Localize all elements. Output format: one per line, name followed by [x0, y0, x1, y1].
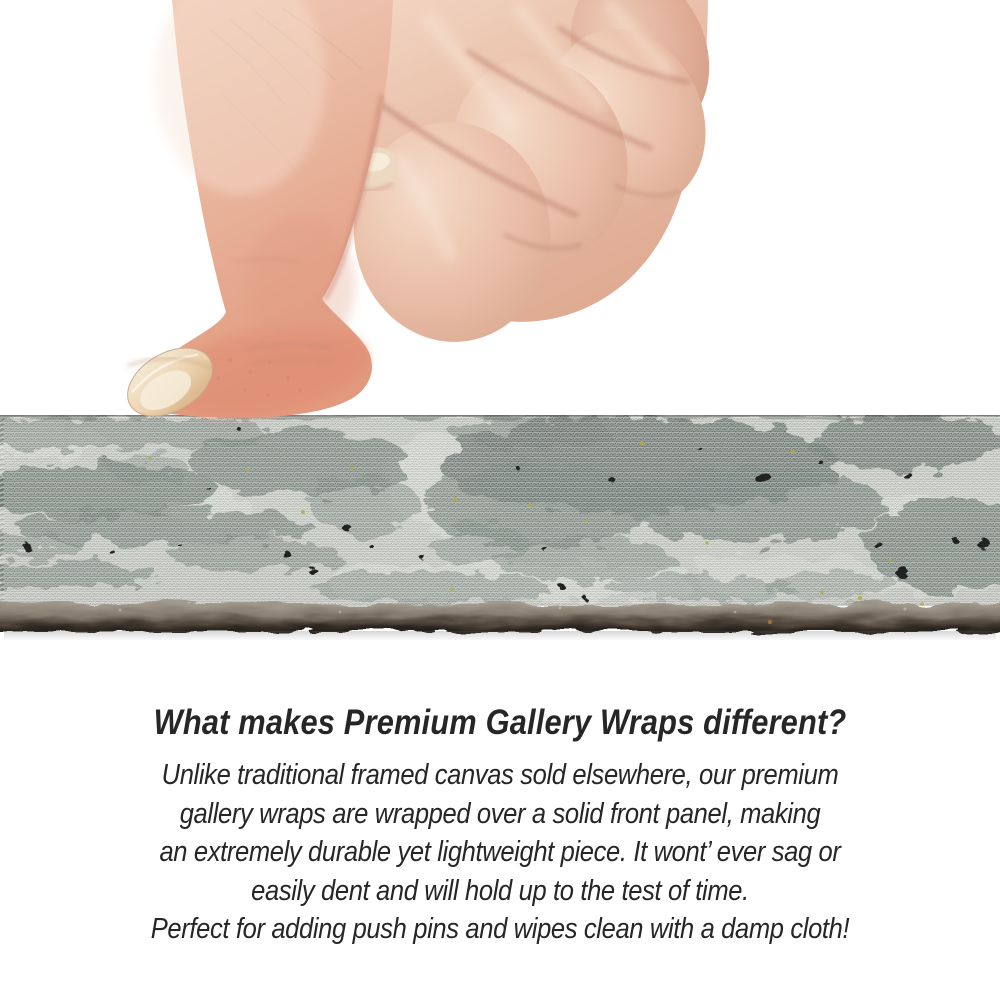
hand-illustration: [116, 0, 734, 432]
headline: What makes Premium Gallery Wraps different?: [153, 703, 847, 742]
body-line-3: an extremely durable yet lightweight piece. It wont’ ever sag or: [159, 836, 841, 869]
strip-shadow: [4, 631, 996, 641]
marketing-copy: [60, 701, 940, 949]
body-line-1: Unlike traditional framed canvas sold elsewhere, our premium: [161, 759, 839, 791]
canvas-strip-side-edge: [0, 603, 1000, 632]
body-line-2: gallery wraps are wrapped over a solid front panel, making: [179, 797, 821, 830]
body-line-4: easily dent and will hold up to the test of time.: [251, 874, 749, 907]
canvas-strip: [0, 412, 1000, 641]
body-line-5: Perfect for adding push pins and wipes clean with a damp cloth!: [150, 913, 850, 946]
